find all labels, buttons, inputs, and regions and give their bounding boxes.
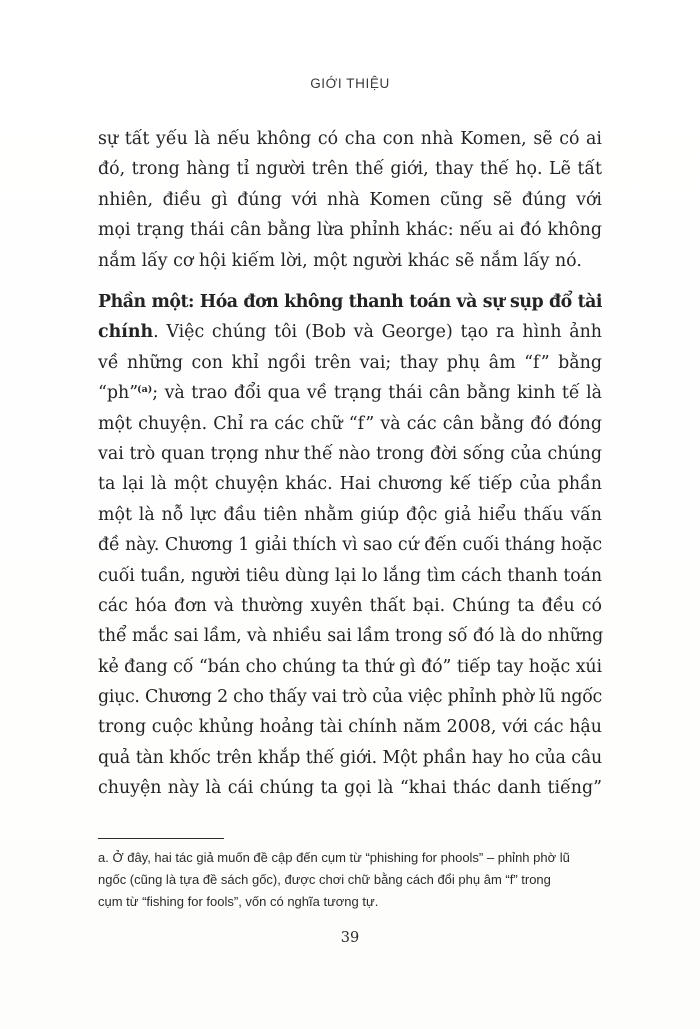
- footnote-line: cụm từ “fishing for fools”, vốn có nghĩa tương tự.: [98, 894, 379, 909]
- text-line: thể mắc sai lầm, và nhiều sai lầm trong số đó là do những: [98, 626, 604, 647]
- text-line: nhiên, điều gì đúng với nhà Komen cũng sẽ đúng với: [98, 189, 602, 210]
- text-line: [98, 378, 602, 408]
- text-line: mọi trạng thái cân bằng lừa phỉnh khác: nếu ai đó không: [98, 220, 602, 241]
- text-line: các hóa đơn và thường xuyên thất bại. Chúng ta đều có: [98, 595, 602, 616]
- text-line: vai trò quan trọng như thế nào trong đời sống của chúng: [98, 443, 602, 464]
- text-line: một là nỗ lực đầu tiên nhằm giúp độc giả hiểu thấu vấn: [98, 504, 602, 525]
- text-line: ta lại là một chuyện khác. Hai chương kế tiếp của phần: [98, 474, 602, 495]
- section-heading-end: chính: [98, 322, 154, 343]
- footnote-line: ngốc (cũng là tựa đề sách gốc), được chơi chữ bằng cách đổi phụ âm “f” trong: [98, 872, 551, 887]
- text-line: đó, trong hàng tỉ người trên thế giới, thay thế họ. Lẽ tất: [98, 159, 602, 180]
- running-head: GIỚI THIỆU: [310, 76, 390, 91]
- text-line: cuối tuần, người tiêu dùng lại lo lắng tìm cách thanh toán: [98, 565, 602, 586]
- text-run: “ph”: [98, 383, 139, 404]
- text-line: quả tàn khốc trên khắp thế giới. Một phần hay ho của câu: [98, 747, 602, 768]
- section-heading-line: Phần một: Hóa đơn không thanh toán và sự sụp đổ tài: [98, 292, 602, 312]
- page-number: 39: [340, 930, 360, 946]
- text-run: . Việc chúng tôi (Bob và George) tạo ra hình ảnh: [153, 322, 602, 343]
- text-line: đề này. Chương 1 giải thích vì sao cứ đến cuối tháng hoặc: [98, 535, 602, 556]
- text-line: kẻ đang cố “bán cho chúng ta thứ gì đó” tiếp tay hoặc xúi: [98, 656, 602, 677]
- paragraph-part-one: [98, 287, 602, 804]
- text-run: ; và trao đổi qua về trạng thái cân bằng kinh tế là: [152, 383, 602, 404]
- footnote-reference: (a): [137, 384, 153, 396]
- text-line: sự tất yếu là nếu không có cha con nhà Komen, sẽ có ai: [98, 129, 602, 149]
- footnote: [98, 847, 604, 913]
- text-line: trong cuộc khủng hoảng tài chính năm 2008, với các hậu: [98, 717, 602, 738]
- text-line: về những con khỉ ngồi trên vai; thay phụ âm “f” bằng: [98, 352, 602, 373]
- text-line: một chuyện. Chỉ ra các chữ “f” và các cân bằng đó đóng: [98, 413, 602, 434]
- paragraph-continuation: [98, 124, 602, 276]
- text-line: chuyện này là cái chúng ta gọi là “khai thác danh tiếng”: [98, 778, 602, 799]
- footnote-line: a. Ở đây, hai tác giả muốn đề cập đến cụm từ “phishing for phools” – phỉnh phờ lũ: [98, 850, 570, 865]
- footnote-divider: [98, 838, 224, 839]
- text-line: nắm lấy cơ hội kiếm lời, một người khác sẽ nắm lấy nó.: [98, 250, 582, 271]
- text-line: giục. Chương 2 cho thấy vai trò của việc phỉnh phờ lũ ngốc: [98, 687, 602, 708]
- text-line: [98, 317, 602, 347]
